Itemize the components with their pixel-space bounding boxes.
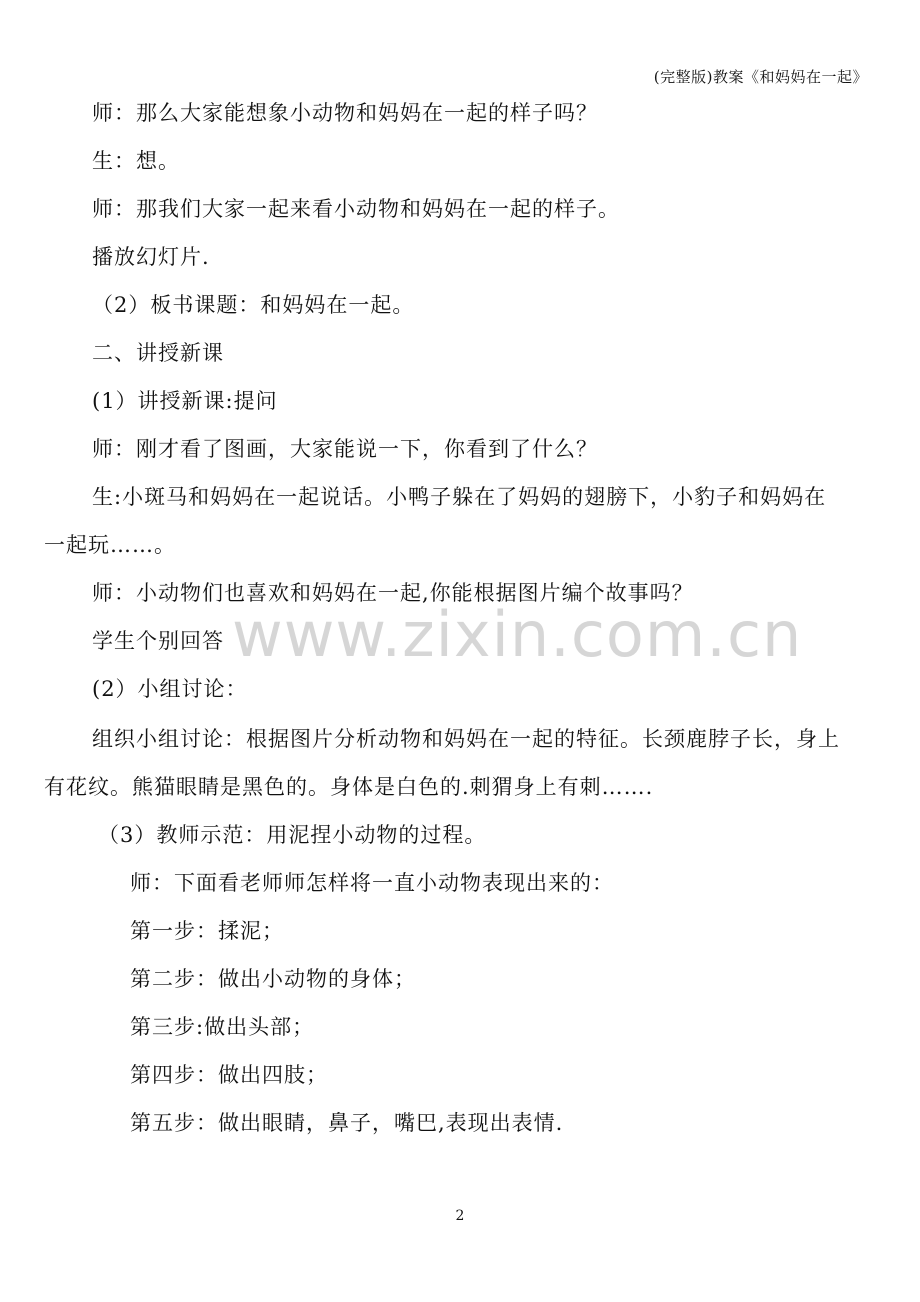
text-line: 师：刚才看了图画，大家能说一下，你看到了什么？ [92,437,598,461]
text-line: 组织小组讨论：根据图片分析动物和妈妈在一起的特征。长颈鹿脖子长，身上 [92,727,840,751]
text-line: (1）讲授新课:提问 [92,389,278,413]
text-line: 师：那么大家能想象小动物和妈妈在一起的样子吗？ [92,101,598,125]
text-line: 第三步:做出头部； [130,1015,315,1039]
page-header: (完整版)教案《和妈妈在一起》 [653,68,868,86]
text-line: 第二步：做出小动物的身体； [130,967,416,991]
text-line: （2）板书课题：和妈妈在一起。 [92,293,415,317]
text-line: 第五步：做出眼睛，鼻子，嘴巴,表现出表情. [130,1111,564,1135]
text-line: 师：那我们大家一起来看小动物和妈妈在一起的样子。 [92,197,620,221]
text-line: (2）小组讨论： [92,677,248,701]
text-line: 有花纹。熊猫眼睛是黑色的。身体是白色的.刺猬身上有刺……. [44,775,654,799]
text-line: 第一步：揉泥； [130,919,284,943]
text-line: 二、讲授新课 [92,341,224,365]
text-line: 师：小动物们也喜欢和妈妈在一起,你能根据图片编个故事吗？ [92,581,694,605]
watermark: www.zixin.com.cn [232,598,803,671]
page-number: 2 [455,1208,465,1224]
text-line: 生:小斑马和妈妈在一起说话。小鸭子躲在了妈妈的翅膀下，小豹子和妈妈在 [92,485,827,509]
text-line: （3）教师示范：用泥捏小动物的过程。 [98,823,487,847]
text-line: 师：下面看老师师怎样将一直小动物表现出来的： [130,871,614,895]
text-line: 播放幻灯片. [92,245,210,269]
text-line: 生：想。 [92,149,180,173]
text-line: 第四步：做出四肢； [130,1063,328,1087]
text-line: 一起玩……。 [44,533,176,557]
text-line: 学生个别回答 [92,629,224,653]
